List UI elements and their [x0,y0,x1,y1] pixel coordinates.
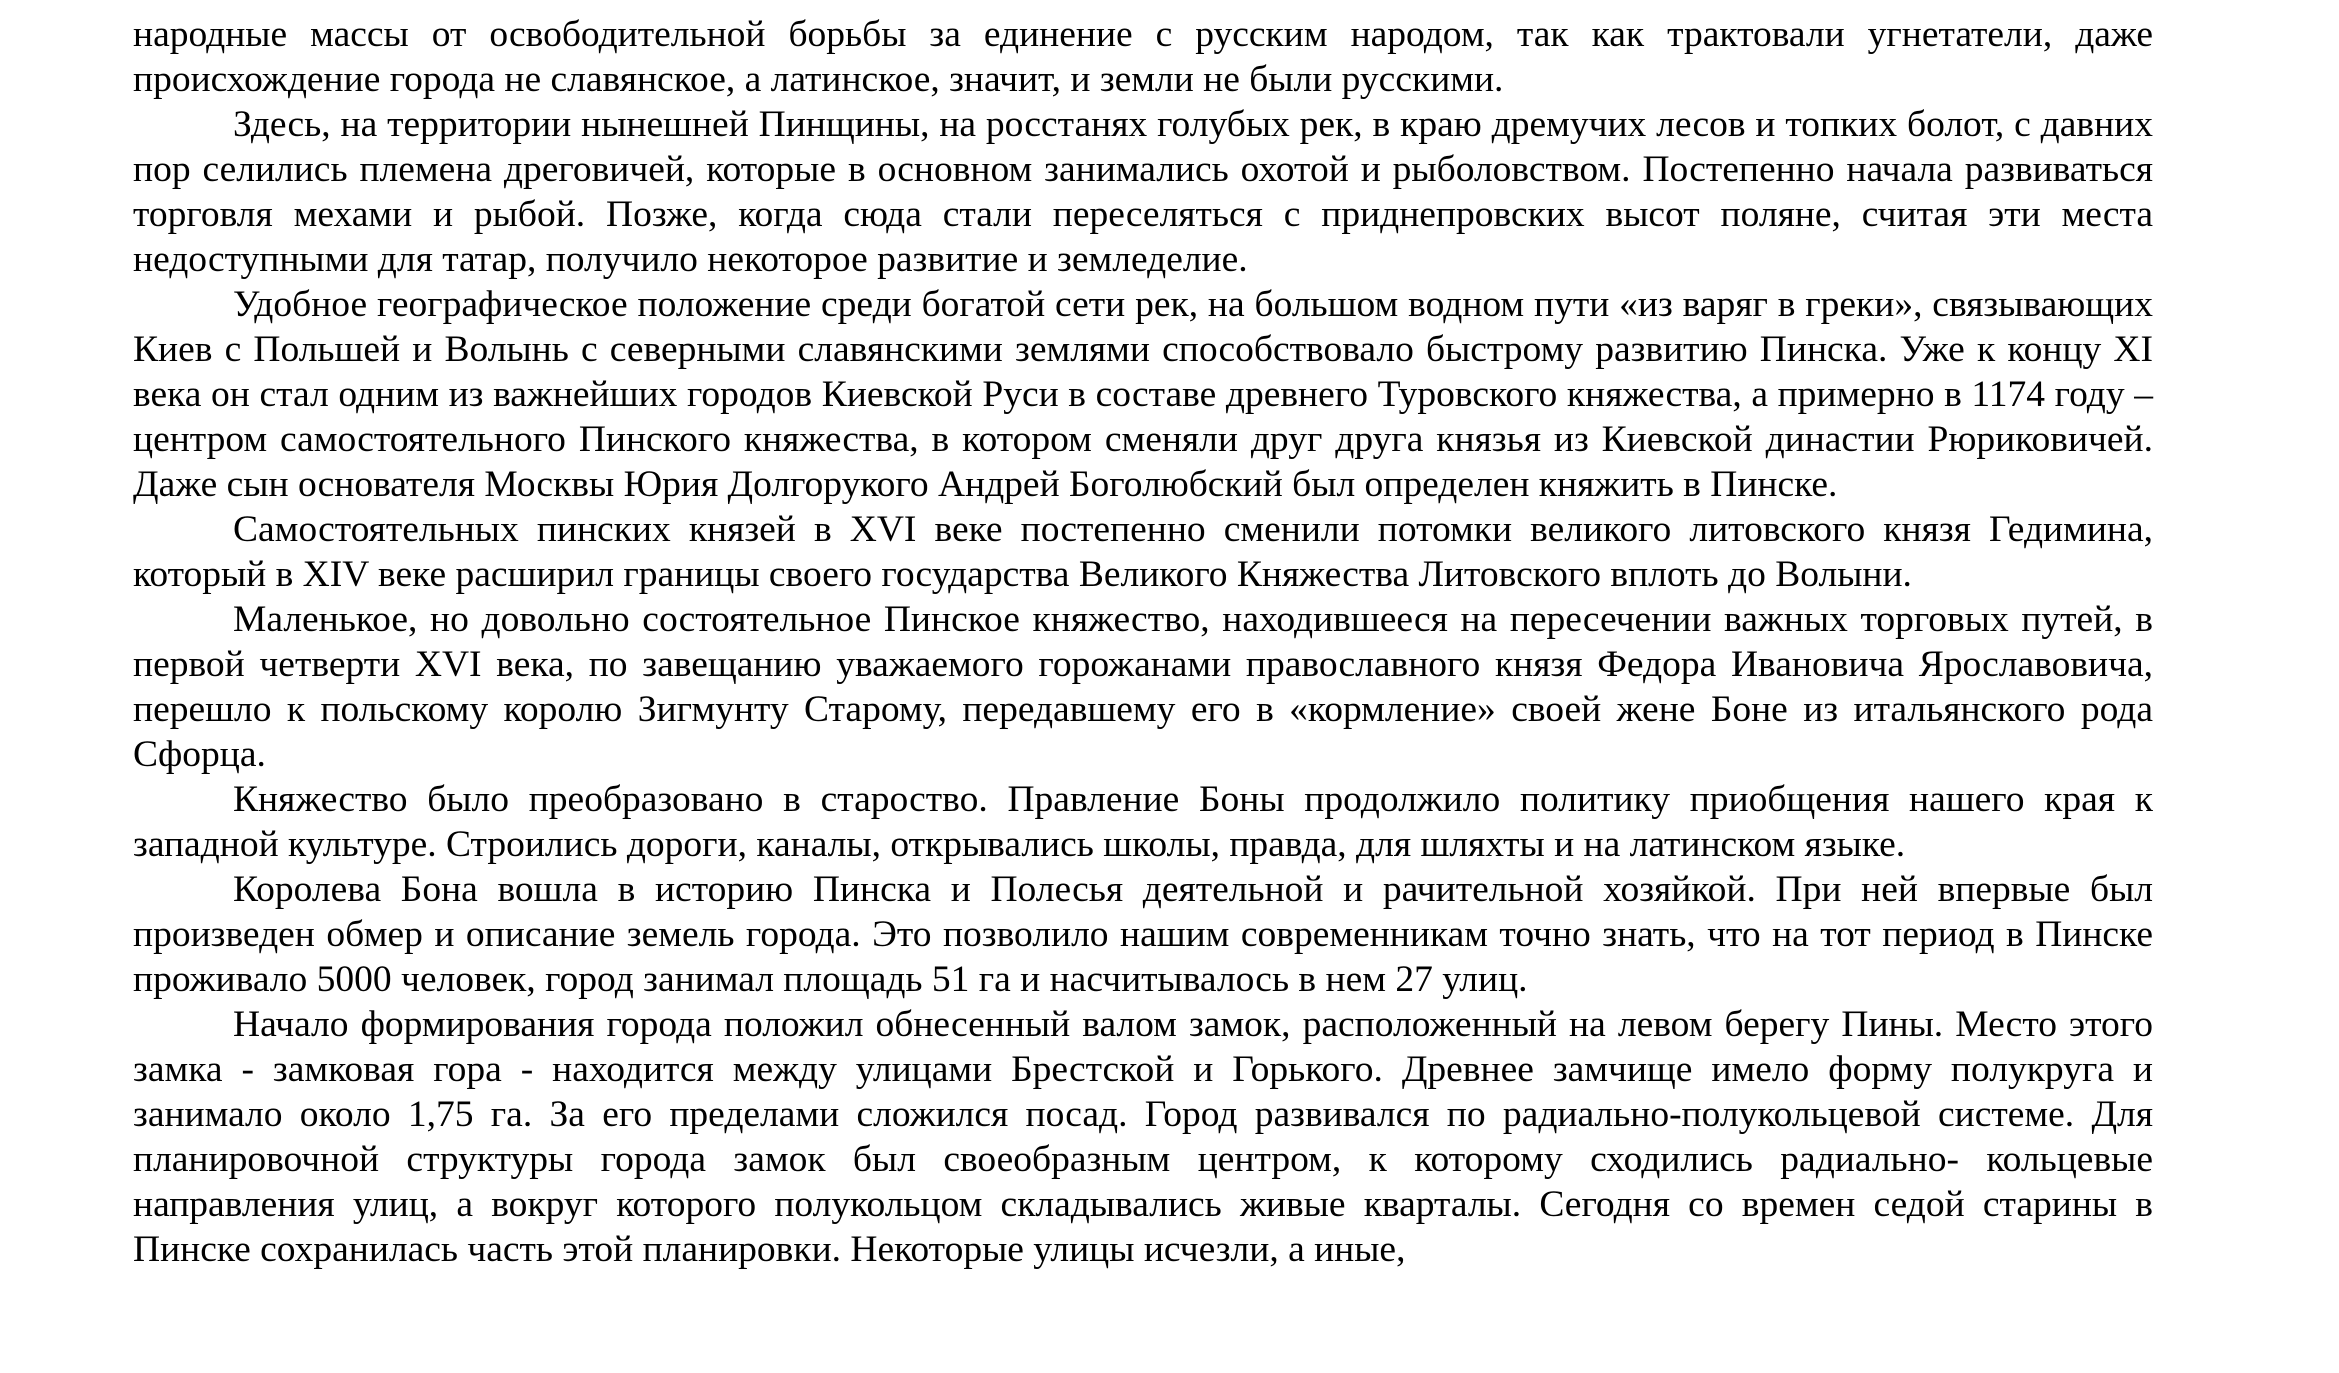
paragraph-continuation: народные массы от освободительной борьбы за единение с русским народом, так как трактовали угнетатели, даже происхождение города не славянское, а латинское, значит, и земли не были русскими. [133,14,2153,100]
paragraph-starostvo: Княжество было преобразовано в староство. Правление Боны продолжило политику приобщения нашего края к западной культуре. Строились дороги, каналы, открывались школы, правда, для шляхты и на латинском языке. [133,779,2153,865]
paragraph-principality: Маленькое, но довольно состоятельное Пинское княжество, находившееся на пересечении важных торговых путей, в первой четверти XVI века, по завещанию уважаемого горожанами православного князя Федора Ивановича Ярославовича, перешло к польскому королю Зигмунту Старому, передавшему его в «кормление» своей жене Боне из итальянского рода Сфорца. [133,599,2153,775]
paragraph-geography: Удобное географическое положение среди богатой сети рек, на большом водном пути «из варяг в греки», связывающих Киев с Польшей и Волынь с северными славянскими землями способствовало быстрому развитию Пинска. Уже к концу XI века он стал одним из важнейших городов Киевской Руси в составе древнего Туровского княжества, а примерно в 1174 году – центром самостоятельного Пинского княжества, в котором сменяли друг друга князья из Киевской династии Рюриковичей. Даже сын основателя Москвы Юрия Долгорукого Андрей Боголюбский был определен княжить в Пинске. [133,284,2153,505]
document-body [133,12,2153,1272]
paragraph-castle: Начало формирования города положил обнесенный валом замок, расположенный на левом берегу Пины. Место этого замка - замковая гора - находится между улицами Брестской и Горького. Древнее замчище имело форму полукруга и занимало около 1,75 га. За его пределами сложился посад. Город развивался по радиально-полукольцевой системе. Для планировочной структуры города замок был своеобразным центром, к которому сходились радиально- кольцевые направления улиц, а вокруг которого полукольцом складывались живые кварталы. Сегодня со времен седой старины в Пинске сохранилась часть этой планировки. Некоторые улицы исчезли, а иные, [133,1004,2153,1270]
paragraph-gedimin: Самостоятельных пинских князей в XVI веке постепенно сменили потомки великого литовского князя Гедимина, который в XIV веке расширил границы своего государства Великого Княжества Литовского вплоть до Волыни. [133,509,2153,595]
paragraph-queen-bona: Королева Бона вошла в историю Пинска и Полесья деятельной и рачительной хозяйкой. При ней впервые был произведен обмер и описание земель города. Это позволило нашим современникам точно знать, что на тот период в Пинске проживало 5000 человек, город занимал площадь 51 га и насчитывалось в нем 27 улиц. [133,869,2153,1000]
paragraph-dregovichi: Здесь, на территории нынешней Пинщины, на росстанях голубых рек, в краю дремучих лесов и топких болот, с давних пор селились племена дреговичей, которые в основном занимались охотой и рыболовством. Постепенно начала развиваться торговля мехами и рыбой. Позже, когда сюда стали переселяться с приднепровских высот поляне, считая эти места недоступными для татар, получило некоторое развитие и земледелие. [133,104,2153,280]
